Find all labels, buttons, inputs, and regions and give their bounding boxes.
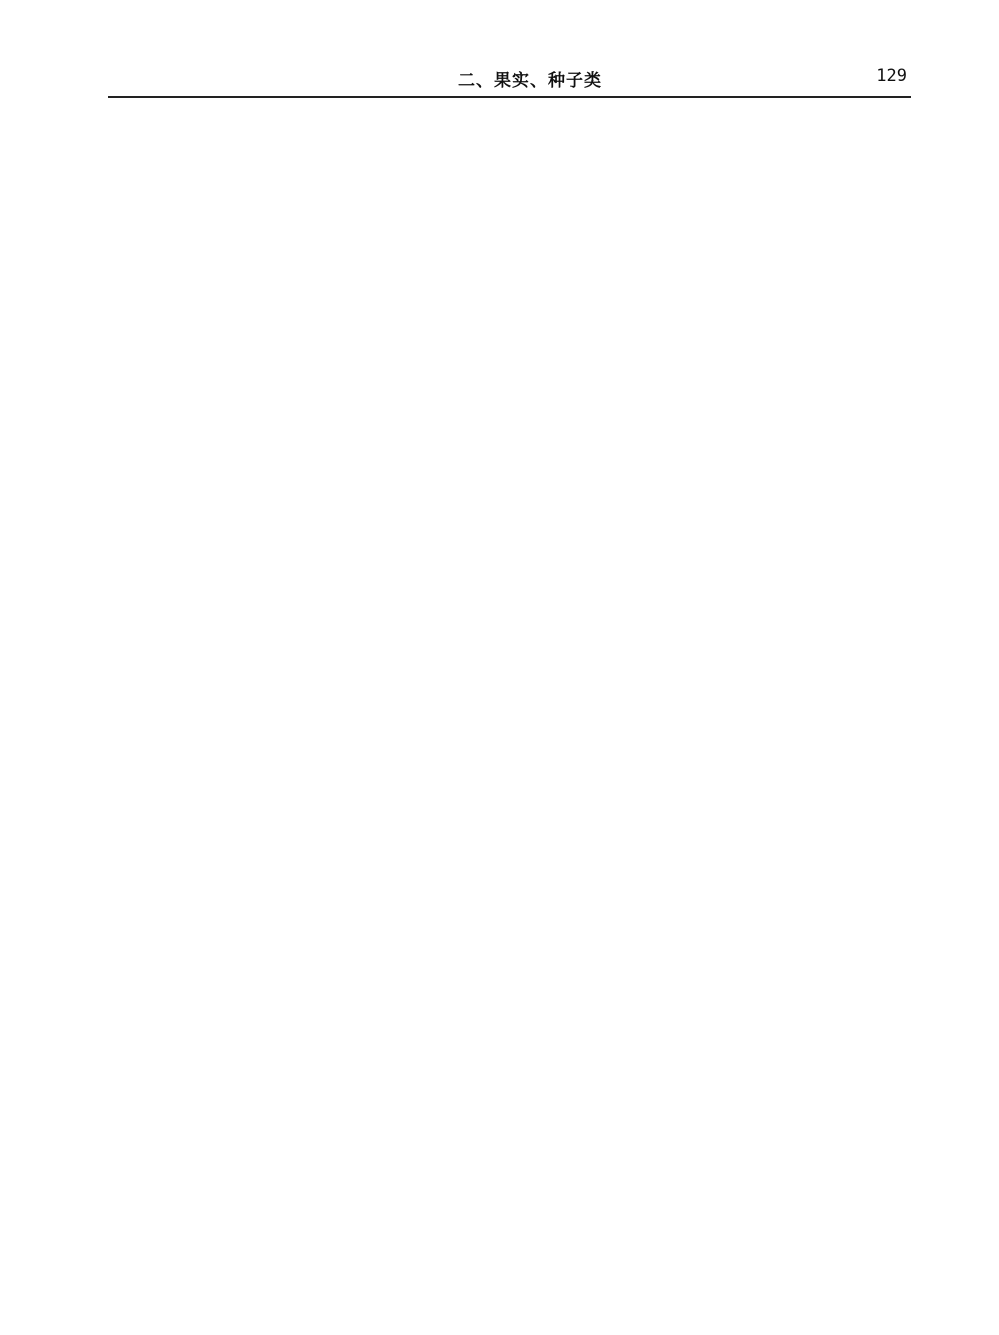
page-number: 129	[876, 66, 907, 86]
right-column	[525, 108, 915, 1245]
section-title: 二、果实、种子类	[458, 71, 602, 91]
left-column	[102, 108, 482, 1245]
running-head	[108, 62, 911, 98]
